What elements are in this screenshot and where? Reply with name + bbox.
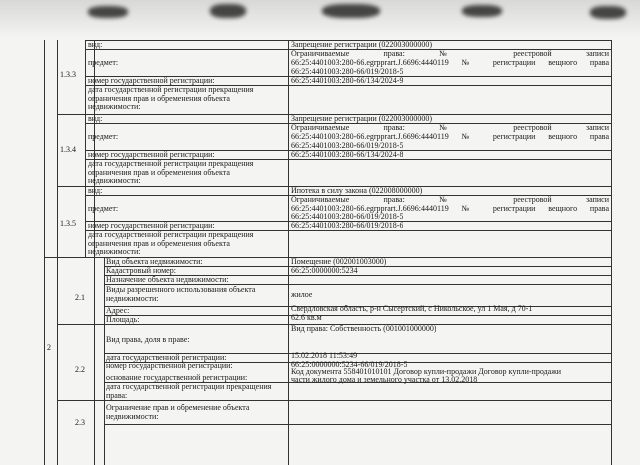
label-vid-prava: Вид права, доля в праве: <box>106 336 190 344</box>
value-predmet-line: 66:25:4401003:280-66.egrpprart.J.6696:4440119 № регистрации вещного права <box>291 133 609 141</box>
section-number: 2.2 <box>75 366 85 374</box>
label-ogranichenie: Ограничение прав и обременение объекта недвижимости: <box>106 404 250 421</box>
value-predmet-line: 66:25:4401003:280-66.egrpprart.J.6696:4440119 № регистрации вещного права <box>291 205 609 213</box>
label-kadastr: Кадастровый номер: <box>106 267 176 275</box>
value-kadastr: 66:25:0000000:5234 <box>291 267 358 275</box>
section-number: 2.3 <box>75 419 85 427</box>
value-vid: Ипотека в силу закона (022008000000) <box>291 187 423 195</box>
col-divider <box>104 257 105 465</box>
label-vid: вид: <box>88 41 103 49</box>
label-adres: Адрес: <box>106 307 130 315</box>
label-vri: Виды разрешенного использования объекта недвижимости: <box>106 286 256 303</box>
label-ploshad: Площадь: <box>106 316 140 324</box>
value-nomer: 66:25:4401003:280-66/019/2018-6 <box>291 222 404 230</box>
label-osnovanie: основание государственной регистрации: <box>106 374 248 382</box>
scan-artifact <box>322 4 380 18</box>
value-predmet-line: 66:25:4401003:280-66.egrpprart.J.6696:4440119 № регистрации вещного права <box>291 59 609 67</box>
value-predmet-line: 66:25:4401003:280-66/019/2018-5 <box>291 213 404 221</box>
value-data-reg: 15.02.2018 11:53:49 <box>291 352 358 360</box>
label-vid: вид: <box>88 187 103 195</box>
label-vid-obekta: Вид объекта недвижимости: <box>106 258 203 266</box>
label-data-prekr: дата государственной регистрации прекращения ограничения прав и обременения объекта недвижимости: <box>88 231 254 256</box>
value-predmet-line: Ограничиваемые права: № реестровой записи <box>291 50 609 58</box>
value-vid: Запрещение регистрации (022003000000) <box>291 41 433 49</box>
col-divider <box>288 40 289 465</box>
value-predmet-line: Ограничиваемые права: № реестровой записи <box>291 124 609 132</box>
value-predmet-line: 66:25:4401003:280-66/019/2018-5 <box>291 68 404 76</box>
label-predmet: предмет: <box>88 133 119 141</box>
col-divider <box>57 40 58 465</box>
label-data-prekr: дата государственной регистрации прекращения ограничения прав и обременения объекта недвижимости: <box>88 160 254 185</box>
scan-artifact <box>88 6 128 18</box>
label-nomer: номер государственной регистрации: <box>88 77 215 85</box>
value-vid-prava: Вид права: Собственность (001001000000) <box>291 325 437 333</box>
scan-artifact <box>462 5 502 17</box>
label-prekr-prava: дата государственной регистрации прекращения права: <box>106 383 272 400</box>
scan-artifact <box>210 4 246 18</box>
label-nomer: номер государственной регистрации: <box>88 222 215 230</box>
label-data-reg: дата государственной регистрации: <box>106 354 227 362</box>
col-divider <box>85 40 86 257</box>
value-nomer: 66:25:4401003:280-66/134/2024-9 <box>291 77 404 85</box>
label-vid: вид: <box>88 115 103 123</box>
section-number: 2.1 <box>75 294 85 302</box>
section-number: 1.3.3 <box>60 71 76 79</box>
section-number: 1.3.4 <box>60 146 76 154</box>
label-predmet: предмет: <box>88 59 119 67</box>
value-predmet-line: Ограничиваемые права: № реестровой записи <box>291 196 609 204</box>
label-naznachenie: Назначение объекта недвижимости: <box>106 276 229 284</box>
value-predmet-line: 66:25:4401003:280-66/019/2018-5 <box>291 142 404 150</box>
value-osnovanie-line: Код документа 558401010101 Договор купли-продажи Договор купли-продажи <box>291 368 562 376</box>
value-osnovanie-line: части жилого дома и земельного участка от 13.02.2018 <box>291 376 478 384</box>
value-nomer-reg: 66:25:0000000:5234-66/019/2018-5 <box>291 361 408 369</box>
value-vid-obekta: Помещение (002001003000) <box>291 258 387 266</box>
value-adres: Свердловская область, р-н Сысертский, с Никольское, ул 1 Мая, д 70-1 <box>291 305 533 313</box>
label-data-prekr: дата государственной регистрации прекращения ограничения прав и обременения объекта недвижимости: <box>88 86 254 111</box>
scan-artifact <box>590 6 626 19</box>
value-vri: жилое <box>291 291 313 299</box>
label-predmet: предмет: <box>88 205 119 213</box>
registry-table <box>44 40 612 465</box>
value-nomer: 66:25:4401003:280-66/134/2024-8 <box>291 151 404 159</box>
row-line <box>104 424 611 425</box>
section-number: 2 <box>47 344 51 352</box>
value-vid: Запрещение регистрации (022003000000) <box>291 115 433 123</box>
value-ploshad: 62.6 кв.м <box>291 314 322 322</box>
label-nomer-reg: номер государственной регистрации: <box>106 362 233 370</box>
label-nomer: номер государственной регистрации: <box>88 151 215 159</box>
row-line <box>57 400 611 401</box>
section-number: 1.3.5 <box>60 220 76 228</box>
row-line <box>104 315 611 316</box>
